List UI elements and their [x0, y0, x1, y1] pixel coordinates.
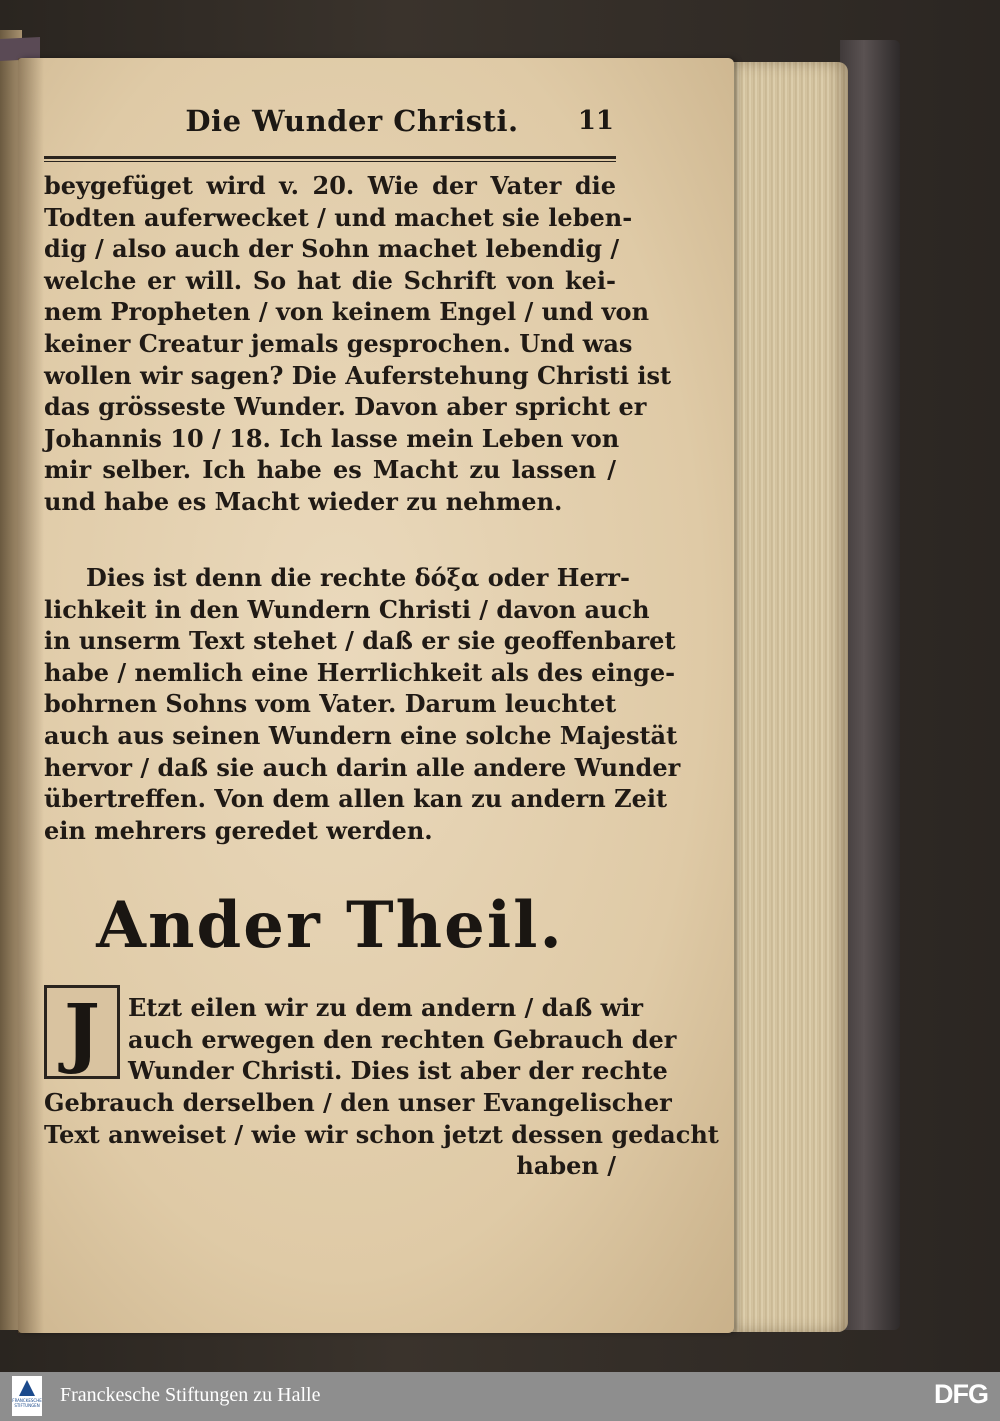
- text-line: Dies ist denn die rechte δόξα oder Herr-: [86, 563, 630, 592]
- text-line: wollen wir sagen? Die Auferstehung Christi ist: [44, 360, 672, 390]
- running-title: Die Wunder Christi.: [185, 104, 519, 138]
- page-gutter-shadow: [18, 58, 44, 1333]
- text-line: Todten auferwecket / und machet sie leben-: [44, 202, 633, 232]
- paragraph-2: [44, 562, 681, 846]
- text-line: beygefüget wird v. 20. Wie der Vater die: [44, 171, 616, 200]
- drop-cap-letter: J: [64, 987, 100, 1076]
- text-line: keiner Creatur jemals gesprochen. Und was: [44, 328, 633, 358]
- text-line: Gebrauch derselben / den unser Evangelischer: [44, 1088, 672, 1117]
- text-line: mir selber. Ich habe es Macht zu lassen /: [44, 455, 616, 485]
- text-line: Wunder Christi. Dies ist aber der rechte: [128, 1056, 668, 1086]
- header-rule-thin: [44, 161, 616, 162]
- logo-caption: FRANCKESCHE STIFTUNGEN: [12, 1398, 42, 1408]
- text-line: hervor / daß sie auch darin alle andere Wunder: [44, 752, 681, 782]
- text-line: welche er will. So hat die Schrift von kei-: [44, 265, 616, 295]
- text-line: dig / also auch der Sohn machet lebendig /: [44, 234, 620, 264]
- institution-logo[interactable]: [12, 1376, 42, 1416]
- text-line: das grösseste Wunder. Davon aber spricht er: [44, 392, 647, 422]
- drop-cap: [44, 985, 120, 1079]
- catchword: haben /: [516, 1151, 616, 1181]
- text-line: Johannis 10 / 18. Ich lasse mein Leben von: [44, 423, 620, 453]
- running-head: [44, 104, 620, 152]
- paragraph-1: [44, 170, 672, 518]
- header-rule: [44, 156, 616, 159]
- dfg-logo[interactable]: DFG: [934, 1379, 988, 1409]
- page-number: 11: [577, 106, 614, 136]
- text-line: habe / nemlich eine Herrlichkeit als des einge-: [44, 657, 676, 687]
- text-line: in unserm Text stehet / daß er sie geoffenbaret: [44, 626, 676, 656]
- building-icon: [19, 1380, 35, 1396]
- footer-bar: [0, 1372, 1000, 1421]
- page-edges: [728, 62, 848, 1332]
- text-line: lichkeit in den Wundern Christi / davon auch: [44, 594, 650, 624]
- text-line: Etzt eilen wir zu dem andern / daß wir: [128, 993, 644, 1022]
- paragraph-3-indented: [128, 992, 677, 1087]
- text-line: auch aus seinen Wundern eine solche Majestät: [44, 720, 678, 750]
- text-line: bohrnen Sohns vom Vater. Darum leuchtet: [44, 689, 617, 719]
- institution-name[interactable]: Franckesche Stiftungen zu Halle: [60, 1384, 321, 1406]
- book-cover: [840, 40, 900, 1330]
- text-line: übertreffen. Von dem allen kan zu andern Zeit: [44, 784, 668, 814]
- text-line: Text anweiset / wie wir schon jetzt dessen gedacht: [44, 1119, 719, 1149]
- paragraph-3: [44, 1087, 719, 1182]
- text-line: auch erwegen den rechten Gebrauch der: [128, 1024, 677, 1054]
- section-heading: Ander Theil.: [96, 888, 564, 963]
- text-line: und habe es Macht wieder zu nehmen.: [44, 486, 563, 516]
- text-line: nem Propheten / von keinem Engel / und von: [44, 297, 650, 327]
- text-line: ein mehrers geredet werden.: [44, 815, 433, 845]
